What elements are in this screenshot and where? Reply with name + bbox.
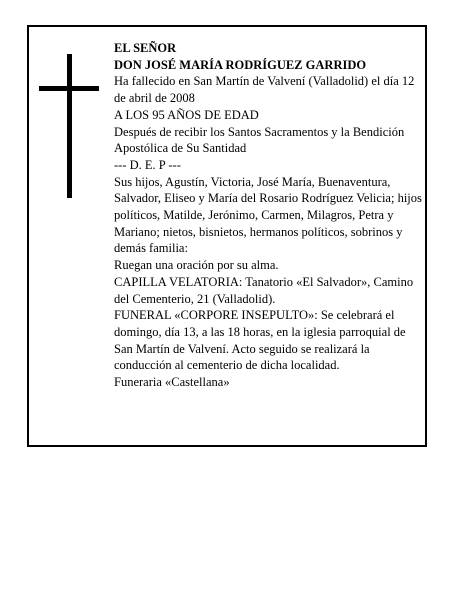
cross-vertical-bar — [67, 54, 72, 198]
obituary-text — [114, 40, 426, 391]
deceased-title: EL SEÑOR — [114, 41, 177, 55]
deceased-name: DON JOSÉ MARÍA RODRÍGUEZ GARRIDO — [114, 57, 367, 72]
funeral-line: FUNERAL «CORPORE INSEPULTO»: Se celebrará el domingo, día 13, a las 18 horas, en la iglesia parroquial de San Martín de Valvení. Acto seguido se realizará la conducción al cementerio de dicha localidad. — [114, 308, 406, 373]
funeral-home-line: Funeraria «Castellana» — [114, 375, 230, 390]
obituary-notice — [27, 25, 427, 447]
prayer-line: Ruegan una oración por su alma. — [114, 258, 279, 273]
cross-icon — [39, 54, 99, 198]
rip-line: --- D. E. P --- — [114, 157, 181, 172]
chapel-line: CAPILLA VELATORIA: Tanatorio «El Salvador», Camino del Cementerio, 21 (Valladolid). — [114, 274, 414, 306]
family-line: Sus hijos, Agustín, Victoria, José María, Buenaventura, Salvador, Eliseo y María del Rosario Rodríguez Velicia; hijos políticos, Matilde, Jerónimo, Carmen, Milagros, Petra y Mariano; nietos, bisnietos, hermanos políticos, sobrinos y demás familia: — [114, 174, 422, 256]
age-line: A LOS 95 AÑOS DE EDAD — [114, 107, 259, 122]
sacraments-line: Después de recibir los Santos Sacramentos y la Bendición Apostólica de Su Santidad — [114, 124, 405, 156]
death-info: Ha fallecido en San Martín de Valvení (Valladolid) el día 12 de abril de 2008 — [114, 74, 415, 106]
cross-horizontal-bar — [39, 86, 99, 91]
